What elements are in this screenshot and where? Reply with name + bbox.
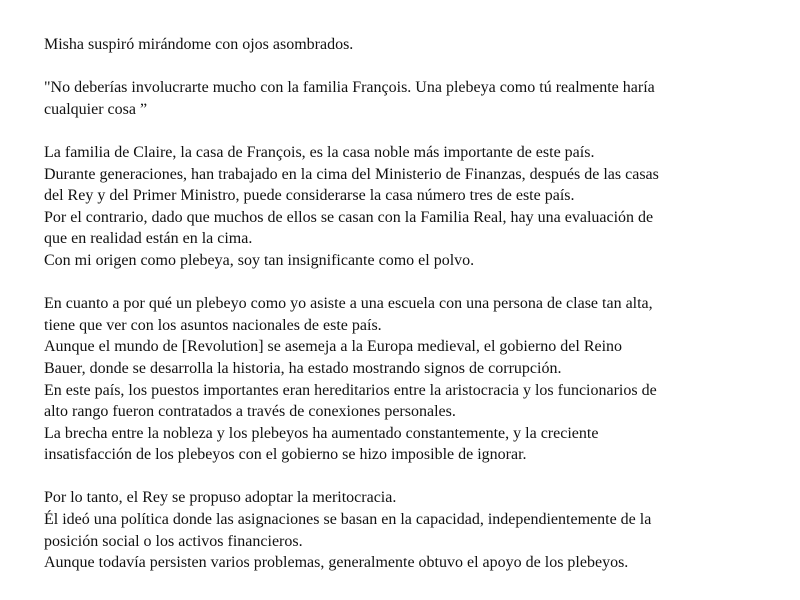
- text-line: Bauer, donde se desarrolla la historia, ha estado mostrando signos de corrupción.: [44, 359, 562, 377]
- paragraph-2: [44, 77, 764, 120]
- text-line: Él ideó una política donde las asignaciones se basan en la capacidad, independientemente de la: [44, 511, 652, 529]
- text-line: Aunque el mundo de [Revolution] se asemeja a la Europa medieval, el gobierno del Reino: [44, 338, 623, 356]
- text-line: La brecha entre la nobleza y los plebeyos ha aumentado constantemente, y la creciente: [44, 424, 599, 442]
- paragraph-3: [44, 142, 764, 272]
- text-line: "No deberías involucrarte mucho con la familia François. Una plebeya como tú realmente haría: [44, 79, 655, 97]
- text-line: alto rango fueron contratados a través de conexiones personales.: [44, 403, 456, 421]
- text-line: cualquier cosa ”: [44, 100, 148, 118]
- text-line: insatisfacción de los plebeyos con el gobierno se hizo imposible de ignorar.: [44, 446, 527, 464]
- text-line: En cuanto a por qué un plebeyo como yo asiste a una escuela con una persona de clase tan alta,: [44, 295, 653, 313]
- text-line: Con mi origen como plebeya, soy tan insignificante como el polvo.: [44, 251, 475, 269]
- text-line: Durante generaciones, han trabajado en la cima del Ministerio de Finanzas, después de las casas: [44, 165, 659, 183]
- text-line: Misha suspiró mirándome con ojos asombrados.: [44, 36, 354, 53]
- paragraph-5: [44, 487, 764, 573]
- text-line: tiene que ver con los asuntos nacionales de este país.: [44, 316, 382, 334]
- text-line: Por lo tanto, el Rey se propuso adoptar la meritocracia.: [44, 489, 397, 507]
- text-line: del Rey y del Primer Ministro, puede considerarse la casa número tres de este país.: [44, 187, 575, 205]
- paragraph-1: [44, 34, 764, 56]
- text-line: que en realidad están en la cima.: [44, 230, 253, 248]
- text-line: Aunque todavía persisten varios problemas, generalmente obtuvo el apoyo de los plebeyos.: [44, 554, 629, 572]
- text-line: En este país, los puestos importantes eran hereditarios entre la aristocracia y los funcionarios de: [44, 381, 657, 399]
- document-body: [44, 34, 764, 595]
- text-line: Por el contrario, dado que muchos de ellos se casan con la Familia Real, hay una evaluación de: [44, 208, 654, 226]
- text-line: La familia de Claire, la casa de François, es la casa noble más importante de este país.: [44, 143, 595, 161]
- paragraph-4: [44, 293, 764, 466]
- text-line: posición social o los activos financieros.: [44, 532, 303, 550]
